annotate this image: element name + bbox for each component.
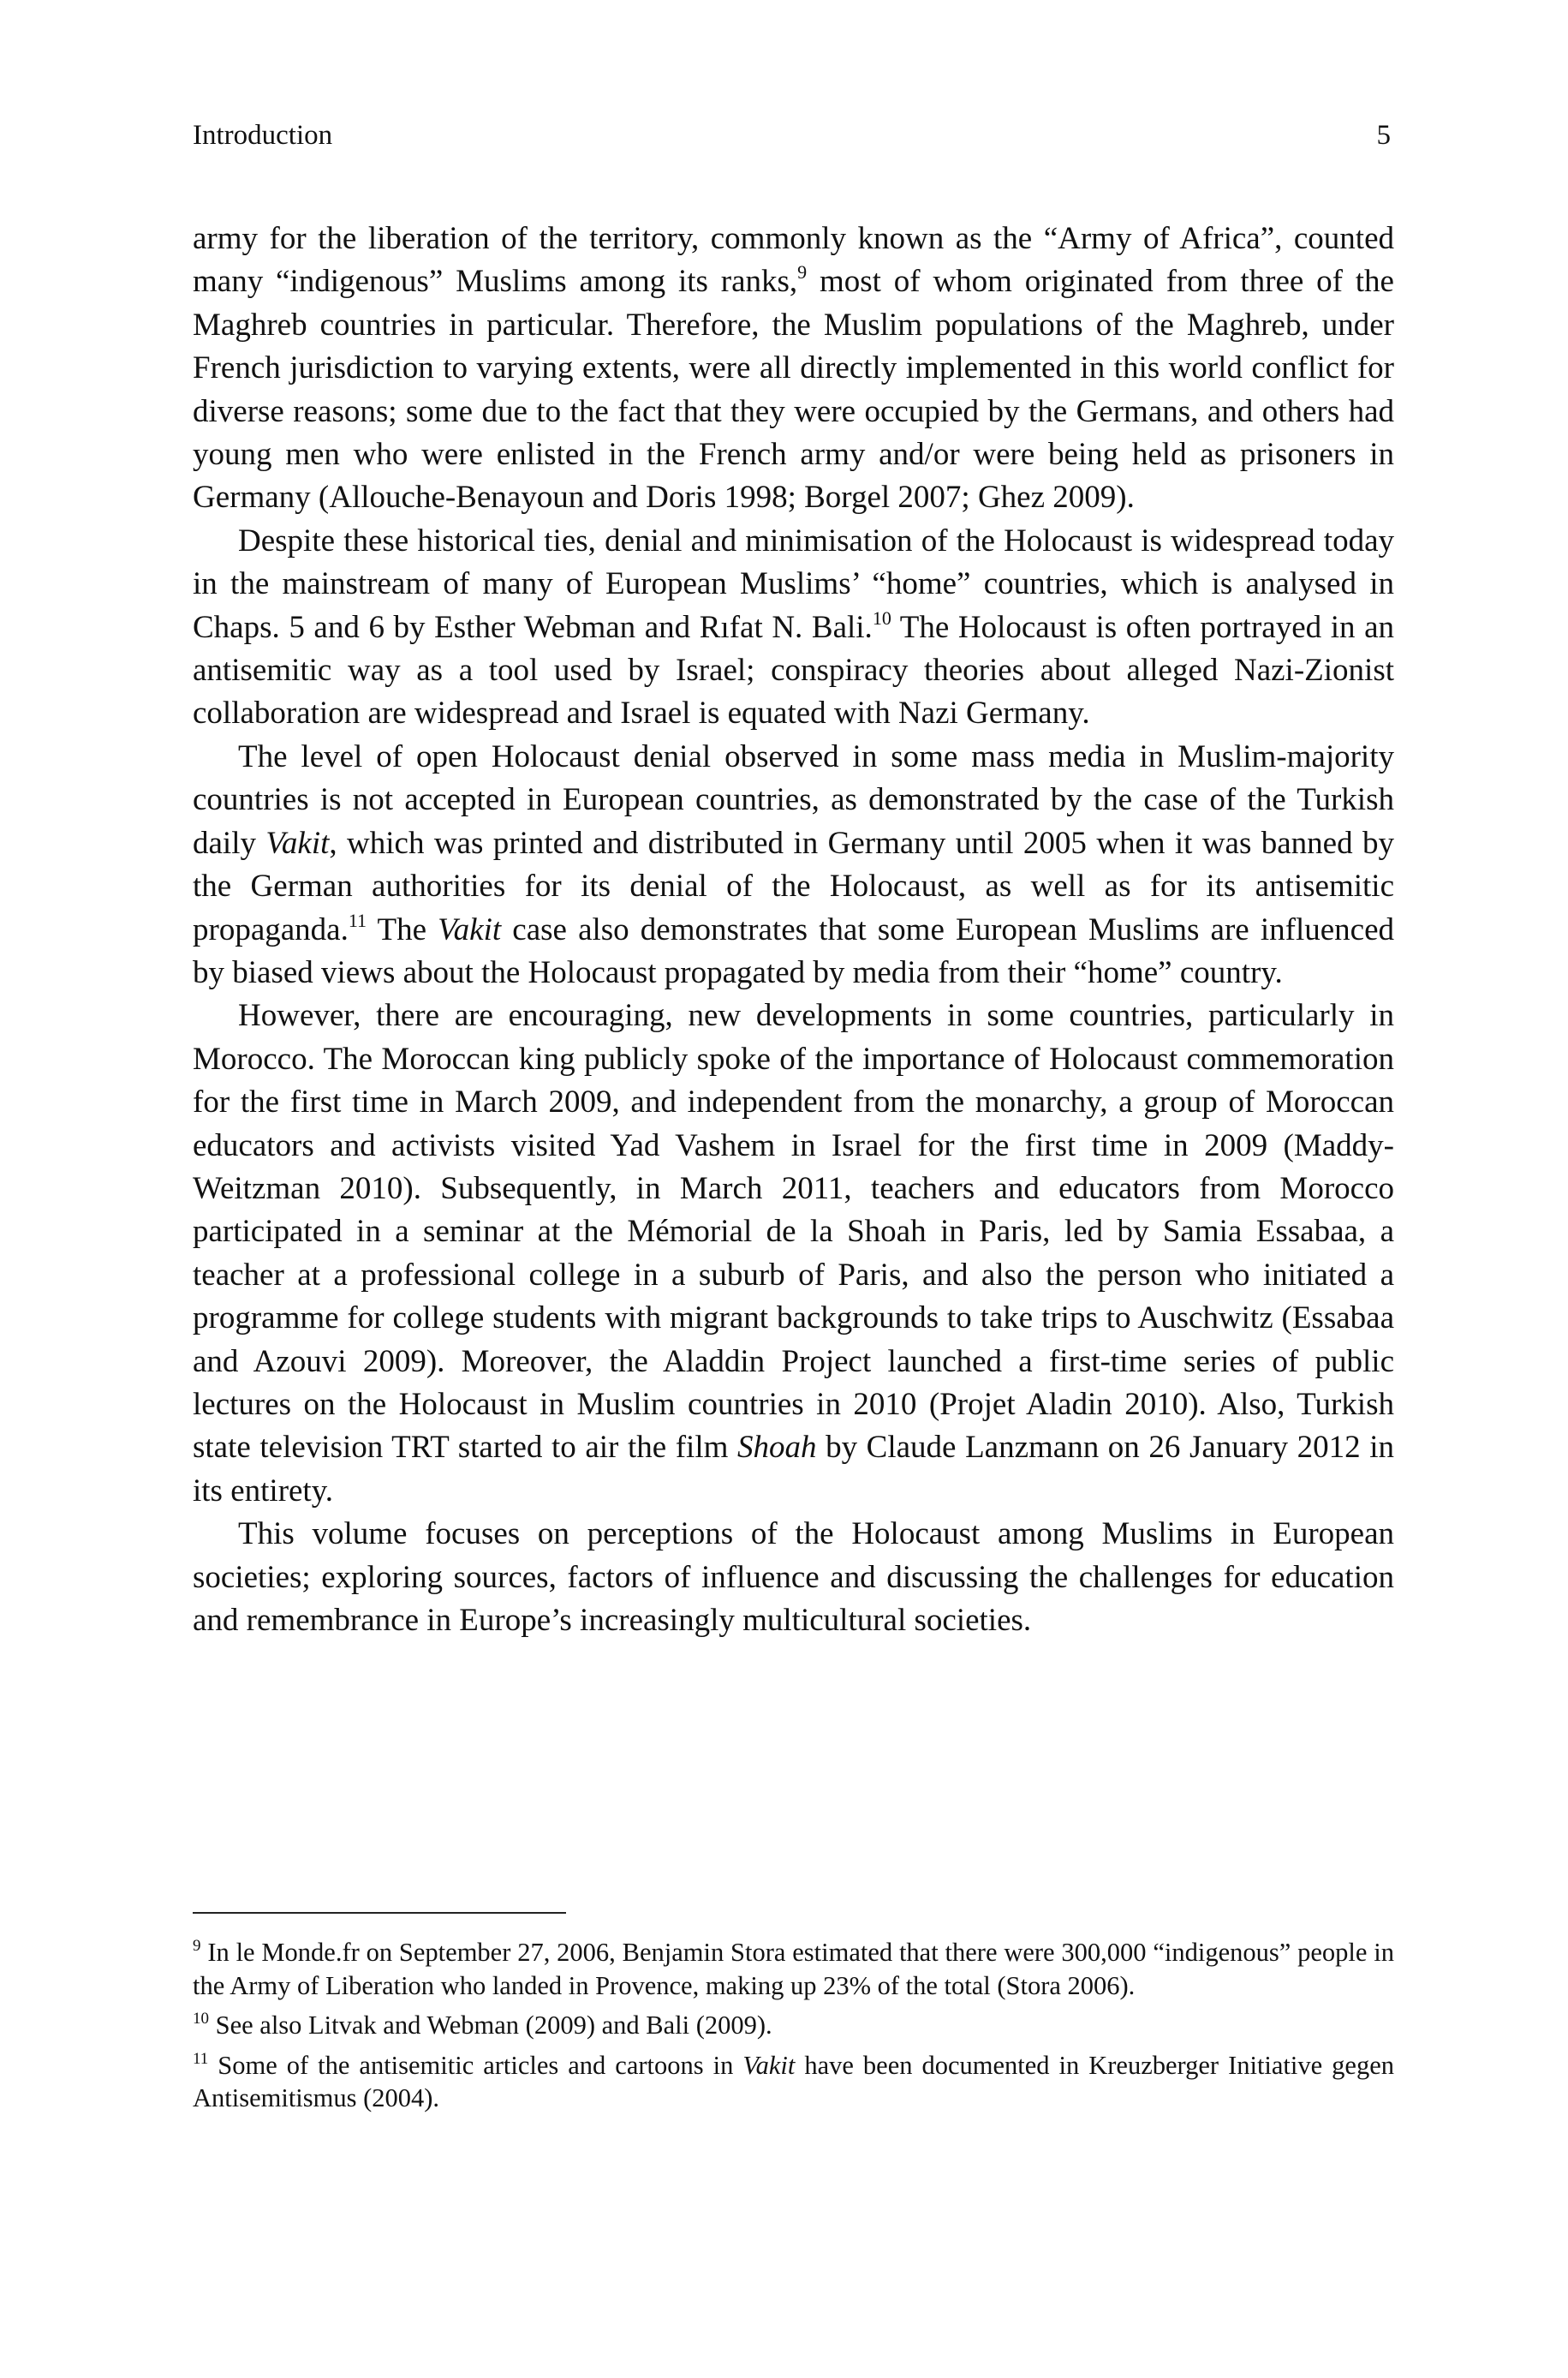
paragraph-1-text: army for the liberation of the territory, commonly known as the “Army of Africa”, counted many “indigenous” Muslims among its ranks, — [193, 221, 1394, 300]
footnote-ref-10: 10 — [872, 606, 891, 629]
paragraph-2-text-cont: The Holocaust is often portrayed in an antisemitic way as a tool used by Israel; conspiracy theories about alleged Nazi-Zionist collaboration are widespread and Israel is equated with Nazi Germany. — [193, 609, 1394, 732]
footnote-11 — [193, 2049, 1394, 2115]
page-number: 5 — [1376, 120, 1391, 151]
paragraph-3-text-cont-2: The — [367, 911, 438, 947]
paragraph-3-text-cont: , which was printed and distributed in Germany until 2005 when it was banned by the German authorities for its denial of the Holocaust, as well as for its antisemitic propaganda. — [193, 825, 1395, 947]
footnote-11-text-cont: have been documented in Kreuzberger Initiative gegen Antisemitismus (2004). — [193, 2050, 1394, 2112]
footnote-11-text: Some of the antisemitic articles and cartoons in — [208, 2050, 743, 2080]
paragraph-4-text: However, there are encouraging, new developments in some countries, particularly in Morocco. The Moroccan king publicly spoke of the importance of Holocaust commemoration for the first time in March 2009, and independent from the monarchy, a group of Moroccan educators and activists visited Yad Vashem in Israel for the first time in 2009 (Maddy-Weitzman 2010). Subsequently, in March 2011, teachers and educators from Morocco participated in a seminar at the Mémorial de la Shoah in Paris, led by Samia Essabaa, a teacher at a professional college in a suburb of Paris, and also the person who initiated a programme for college students with migrant backgrounds to take trips to Auschwitz (Essabaa and Azouvi 2009). Moreover, the Aladdin Project launched a first-time series of public lectures on the Holocaust in Muslim countries in 2010 (Projet Aladin 2010). Also, Turkish state television TRT started to air the film — [193, 998, 1394, 1466]
footnote-divider — [193, 1912, 566, 1914]
paragraph-5 — [193, 1513, 1394, 1642]
newspaper-title-vakit: Vakit — [265, 825, 330, 861]
paragraph-5-text: This volume focuses on perceptions of the Holocaust among Muslims in European societies; exploring sources, factors of influence and discussing the challenges for education and remembrance in Europe’s increasingly multicultural societies. — [193, 1516, 1394, 1638]
footnote-10-number: 10 — [193, 2010, 209, 2028]
footnote-11-number: 11 — [193, 2049, 209, 2068]
footnote-9-text: In le Monde.fr on September 27, 2006, Benjamin Stora estimated that there were 300,000 “indigenous” people in the Army of Liberation who landed in Provence, making up 23% of the total (Stora 2006). — [193, 1938, 1394, 2000]
footnote-9-number: 9 — [193, 1937, 201, 1955]
paragraph-4-text-cont: by Claude Lanzmann on 26 January 2012 in its entirety. — [193, 1430, 1395, 1509]
footnote-ref-11: 11 — [348, 909, 367, 931]
paragraph-2-text: Despite these historical ties, denial and minimisation of the Holocaust is widespread today in the mainstream of many of European Muslims’ “home” countries, which is analysed in Chaps. 5 and 6 by Esther Webman and Rıfat N. Bali. — [193, 523, 1394, 645]
paragraph-2 — [193, 520, 1394, 736]
newspaper-title-vakit-2: Vakit — [438, 911, 502, 947]
paragraph-3-text-cont-3: case also demonstrates that some European Muslims are influenced by biased views about the Holocaust propagated by media from their “home” country. — [193, 911, 1394, 990]
film-title-shoah: Shoah — [737, 1430, 817, 1466]
footnote-10 — [193, 2009, 1394, 2042]
paragraph-3 — [193, 736, 1394, 995]
paragraph-4 — [193, 995, 1394, 1513]
paragraph-3-text: The level of open Holocaust denial observed in some mass media in Muslim-majority countries is not accepted in European countries, as demonstrated by the case of the Turkish daily — [193, 738, 1394, 861]
footnote-ref-9: 9 — [797, 261, 808, 284]
paragraph-1-text-cont: most of whom originated from three of the Maghreb countries in particular. Therefore, the Muslim populations of the Maghreb, under French jurisdiction to varying extents, were all directly implemented in this world conflict for diverse reasons; some due to the fact that they were occupied by the Germans, and others had young men who were enlisted in the French army and/or were being held as prisoners in Germany (Allouche-Benayoun and Doris 1998; Borgel 2007; Ghez 2009). — [193, 264, 1394, 516]
body-text — [193, 218, 1394, 1642]
running-head — [193, 122, 1391, 150]
footnotes — [193, 1936, 1394, 2122]
footnote-11-vakit: Vakit — [742, 2050, 796, 2080]
footnote-10-text: See also Litvak and Webman (2009) and Bali (2009). — [209, 2011, 772, 2040]
running-head-section: Introduction — [193, 120, 333, 151]
footnote-9 — [193, 1936, 1394, 2002]
paragraph-1 — [193, 218, 1394, 520]
